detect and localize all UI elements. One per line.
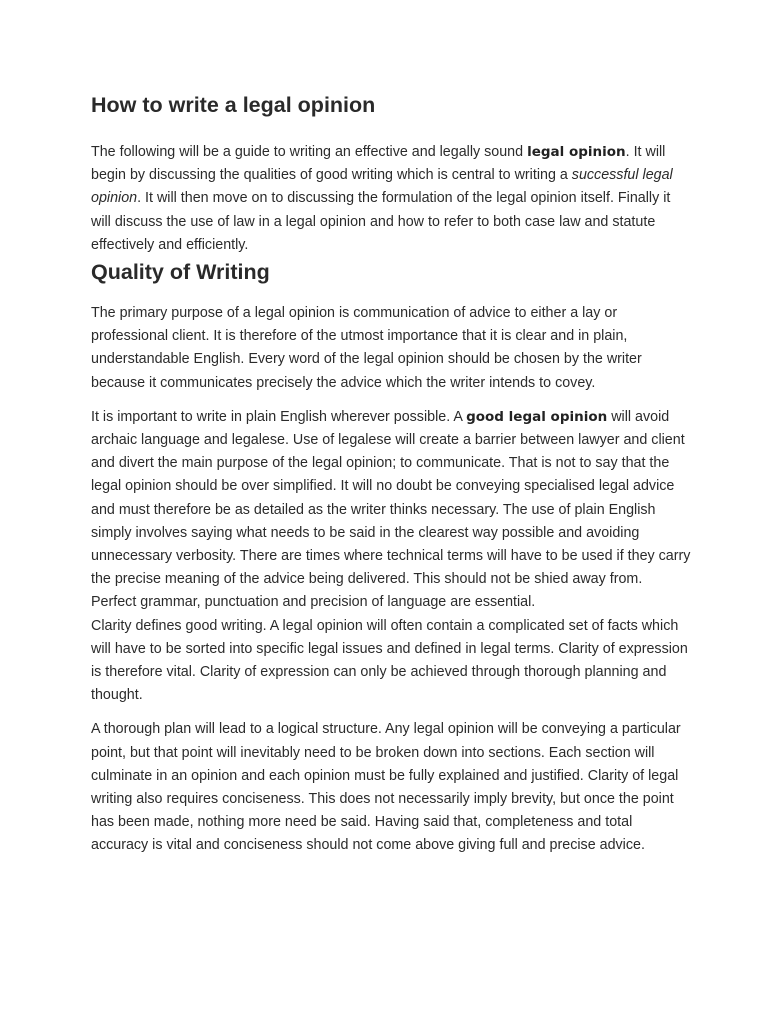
good-legal-opinion-keyword: good legal opinion (466, 408, 608, 425)
paragraph-primary-purpose: The primary purpose of a legal opinion is communication of advice to either a lay or professional client. It is therefore of the utmost importance that it is clear and in plain, understandable English. Every word of the legal opinion should be chosen by the writer because it communicates precisely the advice which the writer intends to covey. (91, 305, 642, 391)
intro-text-2: . It will begin by discussing the qualities of good writing which is central to writing a (91, 144, 666, 184)
plain-english-text-2: will avoid archaic language and legalese. Use of legalese will create a barrier between lawyer and client and divert the main purpose of the legal opinion; to communicate. That is not to say that the legal opinion should be over simplified. It will no doubt be conveying specialised legal advice and must therefore be as detailed as the writer thinks necessary. The use of plain English simply involves saying what needs to be said in the clearest way possible and avoiding unnecessary verbosity. There are times where technical terms will have to be used if they carry the precise meaning of the advice being delivered. This should not be shied away from. Perfect grammar, punctuation and precision of language are essential. (91, 408, 691, 611)
section-heading: Quality of Writing (91, 260, 270, 285)
legal-opinion-keyword: legal opinion (527, 144, 626, 160)
intro-paragraph (91, 141, 691, 257)
document-page (91, 90, 691, 858)
paragraph-plain-english (91, 406, 691, 615)
plain-english-text-1: It is important to write in plain English wherever possible. A (91, 408, 467, 425)
paragraph-clarity: Clarity defines good writing. A legal opinion will often contain a complicated set of facts which will have to be sorted into specific legal issues and defined in legal terms. Clarity of expression is therefore vital. Clarity of expression can only be achieved through thorough planning and thought. (91, 617, 688, 704)
paragraph-thorough-plan: A thorough plan will lead to a logical structure. Any legal opinion will be conveying a particular point, but that point will inevitably need to be broken down into sections. Each section will culminate in an opinion and each opinion must be fully explained and justified. Clarity of legal writing also requires conciseness. This does not necessarily imply brevity, but once the point has been made, nothing more need be said. Having said that, completeness and total accuracy is vital and conciseness should not come above giving full and precise advice. (91, 721, 681, 854)
intro-text-3: . It will then move on to discussing the formulation of the legal opinion itself. Finally it will discuss the use of law in a legal opinion and how to refer to both case law and statute effectively and efficiently. (91, 190, 671, 253)
successful-legal-opinion-emphasis: successful legal opinion (91, 167, 673, 207)
intro-text-1: The following will be a guide to writing an effective and legally sound (91, 144, 528, 160)
page-title: How to write a legal opinion (91, 93, 376, 117)
